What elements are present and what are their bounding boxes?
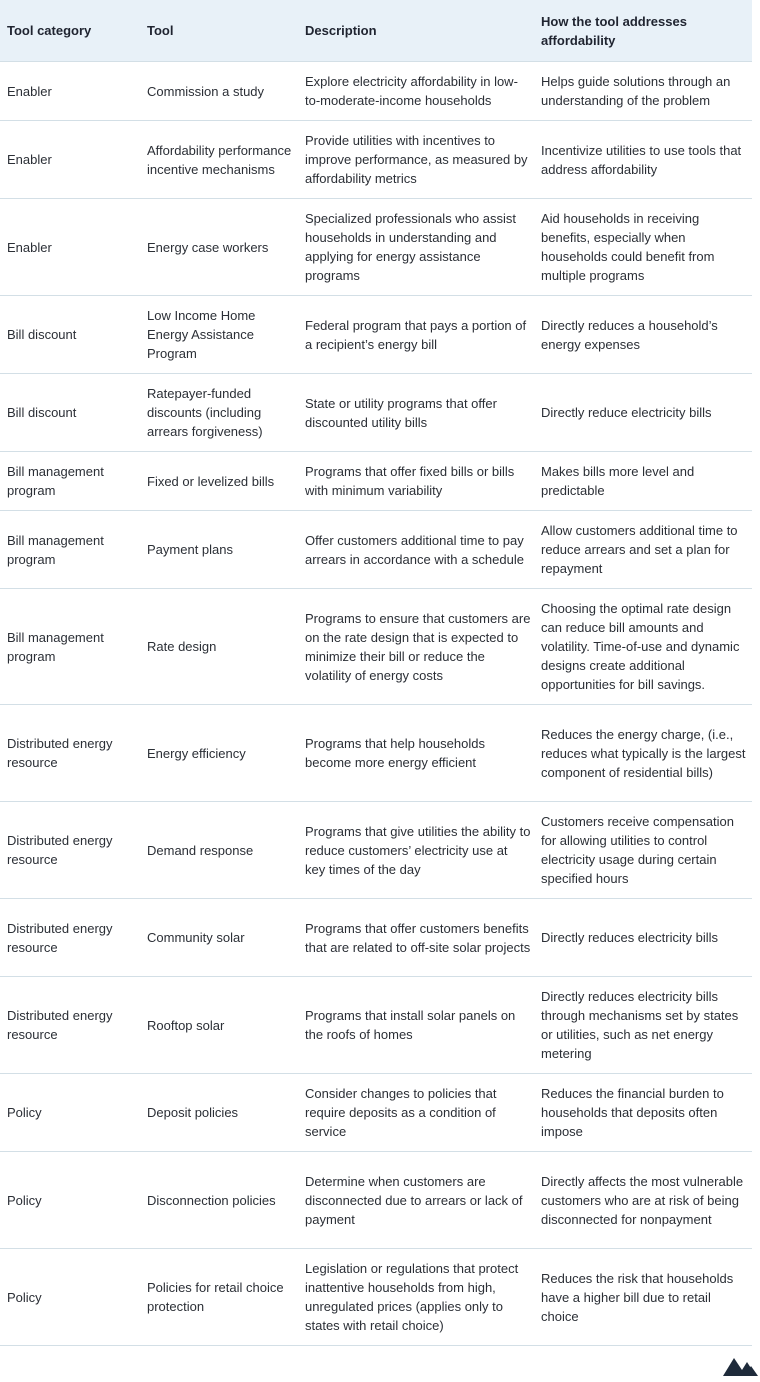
cell-tool: Affordability performance incentive mechanisms <box>147 142 292 177</box>
cell-addresses: Allow customers additional time to reduce arrears and set a plan for repayment <box>541 523 738 576</box>
table-row <box>0 802 752 899</box>
cell-description: Specialized professionals who assist households in understanding and applying for energy assistance programs <box>305 211 516 283</box>
mountain-logo-icon <box>723 1352 760 1376</box>
cell-tool: Low Income Home Energy Assistance Program <box>147 308 256 361</box>
cell-tool: Disconnection policies <box>147 1192 276 1208</box>
table-row <box>0 589 752 705</box>
cell-tool: Energy efficiency <box>147 745 246 761</box>
cell-category: Bill discount <box>7 327 77 342</box>
cell-addresses: Reduces the energy charge, (i.e., reduces what typically is the largest component of residential bills) <box>541 726 746 780</box>
table-row <box>0 977 752 1074</box>
cell-description: Programs that install solar panels on the roofs of homes <box>305 1008 516 1042</box>
cell-description: Provide utilities with incentives to improve performance, as measured by affordability metrics <box>305 133 528 186</box>
cell-tool: Ratepayer-funded discounts (including arrears forgiveness) <box>147 386 263 439</box>
cell-description: Programs to ensure that customers are on the rate design that is expected to minimize their bill or reduce the volatility of energy costs <box>305 610 531 683</box>
cell-category: Enabler <box>7 83 52 99</box>
cell-description: Programs that offer fixed bills or bills with minimum variability <box>305 464 515 498</box>
cell-tool: Rooftop solar <box>147 1017 225 1033</box>
cell-addresses: Choosing the optimal rate design can reduce bill amounts and volatility. Time-of-use and dynamic designs create additional opportunities for bill savings. <box>541 601 740 692</box>
cell-category: Bill management program <box>7 532 104 567</box>
cell-tool: Rate design <box>147 639 217 654</box>
cell-tool: Commission a study <box>147 83 265 99</box>
cell-category: Bill management program <box>7 464 104 498</box>
cell-description: State or utility programs that offer discounted utility bills <box>305 395 497 430</box>
cell-tool: Policies for retail choice protection <box>147 1280 284 1314</box>
cell-tool: Deposit policies <box>147 1105 239 1120</box>
cell-tool: Fixed or levelized bills <box>147 473 275 489</box>
cell-addresses: Reduces the financial burden to households that deposits often impose <box>541 1086 724 1139</box>
table-row <box>0 1074 752 1152</box>
cell-addresses: Incentivize utilities to use tools that address affordability <box>541 142 742 177</box>
cell-addresses: Directly affects the most vulnerable customers who are at risk of being disconnected for nonpayment <box>541 1173 744 1227</box>
table-row <box>0 1249 752 1346</box>
cell-category: Distributed energy resource <box>7 1008 113 1042</box>
cell-category: Bill discount <box>7 405 77 420</box>
header-description: Description <box>305 23 377 38</box>
table-row <box>0 452 752 511</box>
header-addresses-affordability: How the tool addresses affordability <box>541 13 687 48</box>
cell-category: Policy <box>7 1192 42 1208</box>
table-row <box>0 296 752 374</box>
cell-category: Enabler <box>7 239 52 255</box>
cell-description: Legislation or regulations that protect inattentive households from high, unregulated prices (applies only to states with retail choice) <box>305 1261 519 1333</box>
cell-description: Programs that offer customers benefits that are related to off-site solar projects <box>305 920 531 955</box>
cell-addresses: Directly reduce electricity bills <box>541 405 712 420</box>
cell-category: Distributed energy resource <box>7 920 113 955</box>
cell-description: Programs that give utilities the ability to reduce customers’ electricity use at key times of the day <box>305 823 531 877</box>
cell-addresses: Directly reduces electricity bills through mechanisms set by states or utilities, such as net energy metering <box>541 989 739 1061</box>
cell-tool: Energy case workers <box>147 239 269 255</box>
cell-category: Distributed energy resource <box>7 833 113 867</box>
cell-addresses: Reduces the risk that households have a higher bill due to retail choice <box>541 1270 734 1324</box>
cell-category: Bill management program <box>7 629 104 664</box>
cell-tool: Demand response <box>147 842 254 858</box>
table-row <box>0 899 752 977</box>
cell-addresses: Directly reduces electricity bills <box>541 930 718 945</box>
table-row <box>0 511 752 589</box>
cell-addresses: Aid households in receiving benefits, especially when households could benefit from multiple programs <box>541 211 715 283</box>
table-row <box>0 62 752 121</box>
cell-description: Consider changes to policies that require deposits as a condition of service <box>305 1086 497 1139</box>
cell-description: Federal program that pays a portion of a recipient’s energy bill <box>305 317 527 352</box>
table-row <box>0 705 752 802</box>
header-tool-category: Tool category <box>7 23 92 38</box>
cell-addresses: Customers receive compensation for allowing utilities to control electricity usage during certain specified hours <box>541 814 734 886</box>
table-row <box>0 1152 752 1249</box>
table-row <box>0 374 752 452</box>
table-row <box>0 121 752 199</box>
cell-addresses: Directly reduces a household’s energy expenses <box>541 317 718 352</box>
cell-category: Distributed energy resource <box>7 736 113 770</box>
cell-addresses: Helps guide solutions through an understanding of the problem <box>541 74 731 108</box>
cell-description: Determine when customers are disconnected due to arrears or lack of payment <box>305 1173 523 1227</box>
cell-addresses: Makes bills more level and predictable <box>541 464 695 498</box>
cell-description: Explore electricity affordability in low-to-moderate-income households <box>305 74 518 108</box>
cell-category: Policy <box>7 1289 42 1305</box>
table-row <box>0 199 752 296</box>
header-tool: Tool <box>147 23 174 38</box>
cell-description: Offer customers additional time to pay arrears in accordance with a schedule <box>305 532 524 567</box>
cell-category: Policy <box>7 1105 42 1120</box>
cell-tool: Payment plans <box>147 542 233 557</box>
table-header-row <box>0 0 752 62</box>
cell-tool: Community solar <box>147 930 245 945</box>
cell-description: Programs that help households become more energy efficient <box>305 736 485 770</box>
cell-category: Enabler <box>7 152 52 167</box>
